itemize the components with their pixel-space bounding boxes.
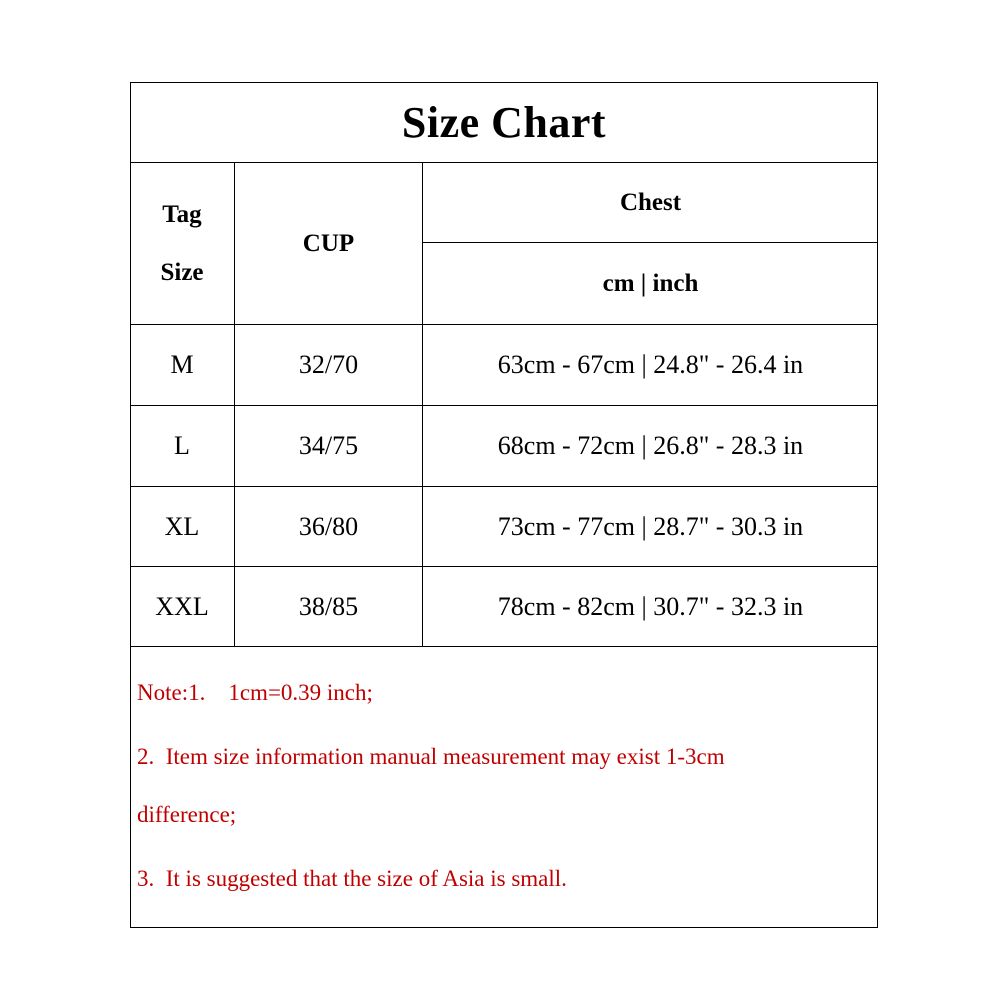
header-chest-units: cm | inch bbox=[602, 269, 699, 297]
header-tag-size-line1: Tag bbox=[162, 200, 202, 228]
page-title: Size Chart bbox=[401, 98, 607, 147]
table-cell-chest: 73cm - 77cm | 28.7" - 30.3 in bbox=[497, 511, 804, 541]
table-cell-tag: L bbox=[174, 431, 190, 460]
table-bottom-divider bbox=[130, 646, 878, 647]
header-chest: Chest bbox=[619, 188, 682, 216]
table-cell-chest: 63cm - 67cm | 24.8" - 26.4 in bbox=[497, 350, 804, 379]
note-line-3: difference; bbox=[137, 802, 237, 827]
table-cell-cup: 34/75 bbox=[298, 431, 359, 460]
table-cell-tag: XXL bbox=[155, 591, 209, 621]
header-tag-size bbox=[130, 163, 234, 324]
note-line-2: 2. Item size information manual measurement may exist 1-3cm bbox=[137, 744, 725, 769]
table-cell-tag: M bbox=[170, 350, 194, 379]
table-cell-cup: 32/70 bbox=[298, 350, 359, 379]
table-cell-tag: XL bbox=[164, 511, 200, 541]
table-cell-chest: 78cm - 82cm | 30.7" - 32.3 in bbox=[497, 591, 804, 621]
note-line-1: Note:1. 1cm=0.39 inch; bbox=[137, 680, 373, 705]
table-cell-chest: 68cm - 72cm | 26.8" - 28.3 in bbox=[497, 431, 804, 460]
header-cup: CUP bbox=[302, 229, 355, 257]
header-tag-size-line2: Size bbox=[160, 258, 204, 286]
note-line-4: 3. It is suggested that the size of Asia is small. bbox=[137, 866, 567, 891]
table-cell-cup: 38/85 bbox=[298, 591, 359, 621]
table-cell-cup: 36/80 bbox=[298, 511, 359, 541]
